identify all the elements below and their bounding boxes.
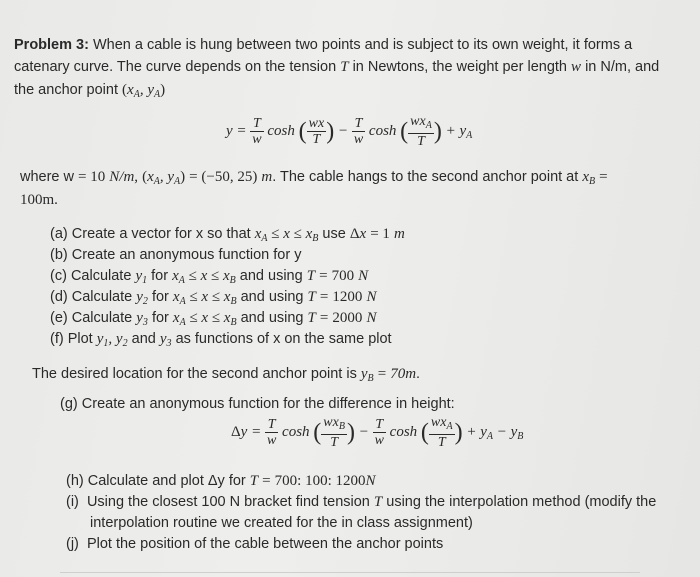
- item-i-cont: [90, 513, 473, 533]
- where-text-2: 100m.: [20, 192, 58, 208]
- item-d-text3: and using: [240, 289, 304, 305]
- item-b-text: Create an anonymous function for y: [71, 247, 302, 263]
- item-a-text3: = 1: [370, 226, 390, 242]
- item-c: (c) Calculate $y_1$ for $x_A \le x \le x_B$ and using T = 700 N: [50, 268, 369, 286]
- item-c-text2: for: [151, 268, 169, 284]
- item-d-text2: for: [151, 289, 169, 305]
- item-d: (d) Calculate $y_2$ for $x_A \le x \le x_B$ and using T = 1200 N: [50, 289, 377, 307]
- intro-text-2: catenary curve. The curve depends on the tension: [14, 59, 337, 75]
- item-g-text: Create an anonymous function for the difference in height:: [81, 396, 455, 412]
- item-h-label: (h): [66, 473, 84, 489]
- item-e-value: 2000: [332, 310, 363, 326]
- item-h: (h) Calculate and plot Δy for T = 700: 100: 1200N: [66, 473, 376, 489]
- item-f-text2: and: [131, 331, 156, 347]
- item-c-value: 700: [331, 268, 355, 284]
- intro-text-2b: in Newtons, the weight per length: [352, 59, 567, 75]
- delta-y-equation: Δy = $\frac{T}{w}$ cosh ( $\frac{wx_B}{T}$ ) − $\frac{T}{w}$ cosh ( $\frac{wx_A}{T}$ ) + $y_A - y_B$: [231, 415, 524, 451]
- item-j-label: (j): [66, 536, 79, 552]
- catenary-equation: y = $\frac{T}{w}$ cosh ( $\frac{wx}{T}$ ) − $\frac{T}{w}$ cosh ( $\frac{wx_A}{T}$ ) + $y_A$: [226, 114, 473, 150]
- item-i-label: (i): [66, 494, 79, 510]
- intro-text-3: the anchor point: [14, 82, 118, 98]
- item-c-text3: and using: [239, 268, 303, 284]
- item-i-text1b: using the interpolation method (modify the: [386, 494, 657, 510]
- where-line-1: where w = 10 N/m, ($x_A$, $y_A) = (-50$, 25) m. The cable hangs to the second anchor point at $x_B$ =: [20, 169, 608, 187]
- intro-text-2c: in N/m, and: [585, 59, 660, 75]
- item-c-label: (c): [50, 268, 67, 284]
- problem-label: Problem 3:: [14, 37, 89, 53]
- item-d-value: 1200: [332, 289, 363, 305]
- item-i: (i) Using the closest 100 N bracket find tension T using the interpolation method (modify the: [66, 494, 657, 510]
- item-d-label: (d): [50, 289, 68, 305]
- item-e-text2: for: [151, 310, 169, 326]
- item-e-label: (e): [50, 310, 68, 326]
- item-a-text: Create a vector for x so that: [71, 226, 251, 242]
- item-b: [50, 245, 301, 265]
- item-a-label: (a): [50, 226, 68, 242]
- item-e-text3: and using: [240, 310, 304, 326]
- intro-line-3: the anchor point ($x_A$, $y_A$): [14, 82, 166, 100]
- item-c-text: Calculate: [70, 268, 132, 284]
- intro-line-2: catenary curve. The curve depends on the tension T in Newtons, the weight per length w in N/m, and: [14, 59, 660, 75]
- item-i-text1: Using the closest 100 N bracket find tension: [86, 494, 370, 510]
- where-line-2: [20, 190, 58, 210]
- where-text: where w: [20, 169, 74, 185]
- bottom-divider: [60, 572, 640, 573]
- item-g: [60, 394, 455, 414]
- item-f-text3: as functions of x on the same plot: [175, 331, 392, 347]
- intro-line-1: [14, 35, 632, 55]
- desired-line: The desired location for the second anchor point is $y_B = 70m$.: [32, 366, 421, 384]
- desired-text: The desired location for the second anchor point is: [32, 366, 357, 382]
- item-h-text: Calculate and plot Δy for: [87, 473, 246, 489]
- item-f-label: (f): [50, 331, 64, 347]
- item-g-label: (g): [60, 396, 78, 412]
- item-i-text2: interpolation routine we created for the in class assignment): [90, 515, 473, 531]
- item-j-text: Plot the position of the cable between the anchor points: [86, 536, 444, 552]
- item-a: (a) Create a vector for x so that $x_A \le x \le x_B$ use Δx = 1 m: [50, 226, 405, 244]
- item-d-text: Calculate: [71, 289, 133, 305]
- item-h-value: 700: 100: 1200: [274, 473, 366, 489]
- item-a-text2: use: [322, 226, 346, 242]
- item-e: (e) Calculate $y_3$ for $x_A \le x \le x_B$ and using T = 2000 N: [50, 310, 377, 328]
- where-text-b: The cable hangs to the second anchor point at: [280, 169, 579, 185]
- intro-text-1: When a cable is hung between two points and is subject to its own weight, it forms a: [92, 37, 633, 53]
- item-b-label: (b): [50, 247, 68, 263]
- item-e-text: Calculate: [71, 310, 133, 326]
- item-j: [66, 534, 443, 554]
- item-f: (f) Plot $y_1$, $y_2$ and $y_3$ as functions of x on the same plot: [50, 331, 392, 349]
- item-f-text: Plot: [67, 331, 93, 347]
